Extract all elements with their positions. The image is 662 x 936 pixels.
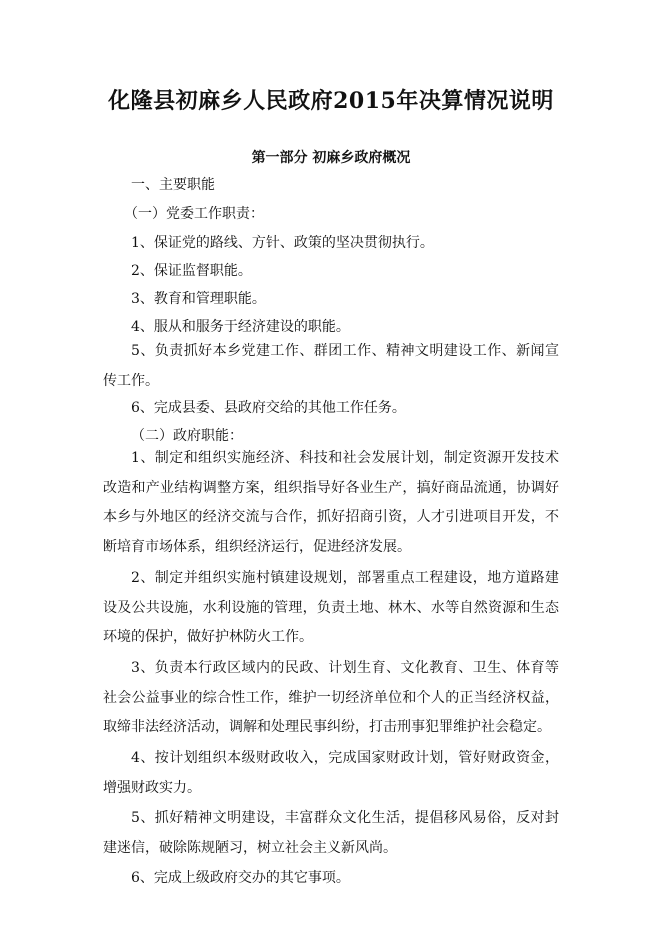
party-item-4: 4、服从和服务于经济建设的职能。 — [131, 319, 350, 335]
gov-duties-heading: （二）政府职能： — [131, 428, 243, 444]
party-item-6: 6、完成县委、县政府交给的其他工作任务。 — [131, 400, 406, 416]
party-item-1: 1、保证党的路线、方针、政策的坚决贯彻执行。 — [131, 235, 434, 251]
gov-item-2: 2、制定并组织实施村镇建设规划，部署重点工程建设，地方道路建设及公共设施，水利设施的管理，负责土地、林木、水等自然资源和生态环境的保护，做好护林防火工作。 — [103, 570, 559, 645]
gov-item-3: 3、负责本行政区域内的民政、计划生育、文化教育、卫生、体育等社会公益事业的综合性工作，维护一切经济单位和个人的正当经济权益，取缔非法经济活动，调解和处理民事纠纷，打击刑事犯罪维护社会稳定。 — [103, 660, 559, 735]
party-item-3: 3、教育和管理职能。 — [131, 291, 266, 307]
part-heading: 第一部分 初麻乡政府概况 — [251, 150, 411, 166]
party-duties-heading: （一）党委工作职责： — [124, 206, 264, 222]
section-heading: 一、主要职能 — [131, 177, 215, 193]
gov-item-5: 5、抓好精神文明建设，丰富群众文化生活，提倡移风易俗，反对封建迷信，破除陈规陋习，树立社会主义新风尚。 — [103, 810, 559, 856]
document-title: 化隆县初麻乡人民政府2015年决算情况说明 — [108, 88, 554, 114]
party-item-2: 2、保证监督职能。 — [131, 263, 252, 279]
party-item-5: 5、负责抓好本乡党建工作、群团工作、精神文明建设工作、新闻宣传工作。 — [103, 343, 559, 389]
gov-item-6: 6、完成上级政府交办的其它事项。 — [131, 870, 350, 886]
gov-item-1: 1、制定和组织实施经济、科技和社会发展计划，制定资源开发技术改造和产业结构调整方案，组织指导好各业生产，搞好商品流通，协调好本乡与外地区的经济交流与合作，抓好招商引资，人才引进项目开发，不断培育市场体系，组织经济运行，促进经济发展。 — [103, 450, 559, 555]
gov-item-4: 4、按计划组织本级财政收入，完成国家财政计划，管好财政资金，增强财政实力。 — [103, 750, 559, 796]
